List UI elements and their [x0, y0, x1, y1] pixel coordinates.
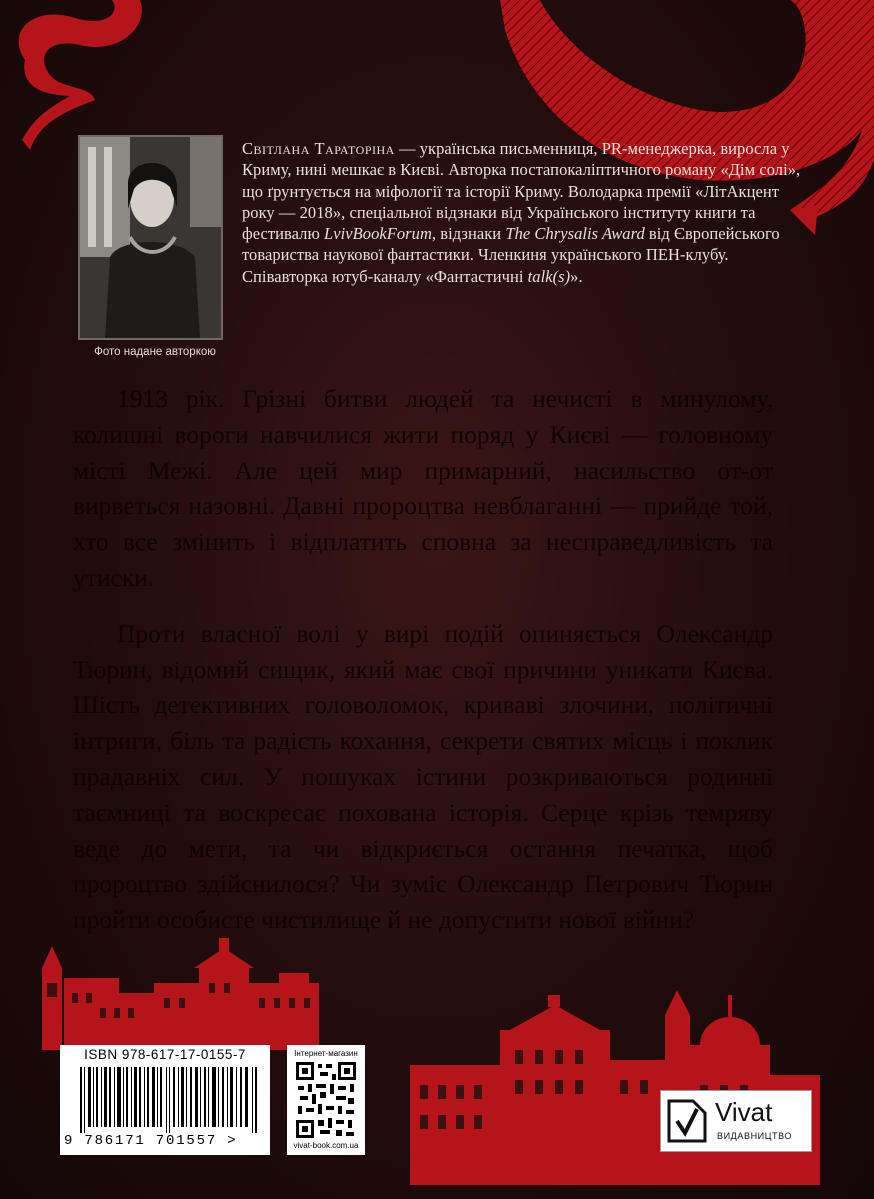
isbn-number: ISBN 978-617-17-0155-7 [84, 1047, 246, 1062]
author-name: Світлана Тараторіна [242, 139, 395, 158]
publisher-logo [660, 1090, 812, 1152]
qr-code[interactable] [296, 1062, 356, 1138]
tail-curl-shape [19, 0, 142, 150]
bio-festival: LvivBookForum [324, 224, 432, 244]
qr-code-block[interactable] [287, 1045, 365, 1155]
barcode-digits: 9 786171 701557 > [64, 1133, 238, 1149]
barcode-bars [80, 1067, 260, 1133]
book-blurb [73, 381, 773, 958]
blurb-paragraph-1: 1913 рік. Грізні битви людей та нечисті в минулому, колишні вороги навчилися жити поряд у Києві — головному місті Межі. Але цей мир примарний, насильство от-от вирветься назовні. Давні пророцтва невблаганні — прийде той, хто все змінить і відплатить сповна за несправедливість та утиски. [73, 384, 773, 592]
blurb-paragraph-2: Проти власної волі у вирі подій опиняється Олександр Тюрин, відомий сищик, який має свої причини уникати Києва. Шість детективних головоломок, криваві злочини, політичні інтриги, біль та радість кохання, секрети святих місць і поклик прадавніх сил. У пошуках істини розкриваються родинні таємниці та воскресає похована історія. Серце крізь темряву веде до мети, та чи відкриється остання печатка, щоб пророцтво здійснилося? Чи зуміє Олександр Петрович Тюрин пройти особисте чистилище й не допустити нової війни? [73, 618, 773, 935]
skyline-left-illustration [34, 938, 334, 1050]
bio-text-4: ». [570, 266, 583, 286]
publisher-name: Vivat [715, 1097, 773, 1127]
bio-text-2: , відзнаки [431, 224, 506, 244]
skyline-right-illustration [410, 985, 820, 1185]
isbn-barcode [60, 1045, 270, 1155]
photo-caption: Фото надане авторкою [94, 346, 216, 358]
bio-text-1: — українська письменниця, PR-менеджерка, виросла у Криму, нині мешкає в Києві. Авторка постапокаліптичного роману «Дім солі», що ґрунтується на міфології та історії Криму. Володарка премії «ЛітАкцент року — 2018», спеціальної відзнаки від Українського інституту книги та фестивалю [242, 139, 801, 244]
qr-shop-label: Інтернет-магазин [294, 1049, 358, 1058]
bio-text-3: від Європейського товариства наукової фантастики. Членкиня українського ПЕН-клубу. Співавторка ютуб-каналу «Фантастичні [242, 224, 780, 286]
bio-paragraph [242, 138, 802, 287]
qr-url: vivat-book.com.ua [293, 1141, 359, 1150]
author-bio [242, 138, 802, 287]
bio-award: The Chrysalis Award [505, 224, 645, 244]
vivat-logo-icon [667, 1099, 707, 1143]
publisher-subtitle: ВИДАВНИЦТВО [717, 1131, 793, 1141]
bio-talks: talk(s) [527, 266, 571, 286]
author-photo [78, 135, 223, 340]
